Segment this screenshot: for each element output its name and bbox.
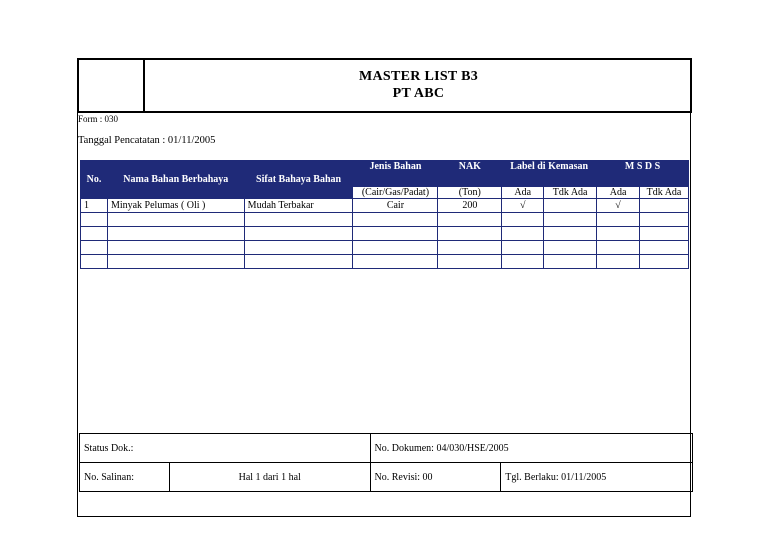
col-sub-type: (Cair/Gas/Padat)	[353, 187, 438, 199]
table-row	[81, 255, 689, 269]
cell-msds-no	[640, 255, 689, 269]
footer-effective-date: Tgl. Berlaku: 01/11/2005	[501, 463, 693, 492]
cell-label-yes	[502, 227, 544, 241]
cell-msds-yes	[597, 213, 640, 227]
cell-name	[107, 227, 244, 241]
col-header-hazard: Sifat Bahaya Bahan	[244, 161, 353, 199]
cell-no	[81, 255, 108, 269]
footer-status: Status Dok.:	[80, 434, 371, 463]
cell-no	[81, 213, 108, 227]
materials-table	[80, 160, 689, 269]
cell-msds-no	[640, 199, 689, 213]
cell-type	[353, 255, 438, 269]
cell-msds-no	[640, 213, 689, 227]
cell-msds-yes	[597, 241, 640, 255]
cell-msds-yes: √	[597, 199, 640, 213]
table-row	[81, 227, 689, 241]
cell-hazard: Mudah Terbakar	[244, 199, 353, 213]
footer-doc-number: No. Dokumen: 04/030/HSE/2005	[370, 434, 693, 463]
footer-page: Hal 1 dari 1 hal	[169, 463, 370, 492]
cell-no: 1	[81, 199, 108, 213]
table-row	[81, 241, 689, 255]
cell-name	[107, 255, 244, 269]
cell-name: Minyak Pelumas ( Oli )	[107, 199, 244, 213]
cell-label-yes	[502, 213, 544, 227]
cell-label-no	[544, 199, 597, 213]
col-header-label: Label di Kemasan	[502, 161, 597, 187]
col-sub-msds-no: Tdk Ada	[640, 187, 689, 199]
cell-label-no	[544, 255, 597, 269]
col-sub-label-no: Tdk Ada	[544, 187, 597, 199]
cell-nak	[438, 213, 502, 227]
table-row	[81, 199, 689, 213]
cell-msds-no	[640, 241, 689, 255]
col-header-type: Jenis Bahan	[353, 161, 438, 187]
cell-nak	[438, 227, 502, 241]
cell-msds-no	[640, 227, 689, 241]
cell-nak	[438, 255, 502, 269]
cell-hazard	[244, 213, 353, 227]
col-sub-msds-yes: Ada	[597, 187, 640, 199]
col-header-msds: M S D S	[597, 161, 689, 187]
table-row	[81, 213, 689, 227]
col-sub-label-yes: Ada	[502, 187, 544, 199]
document-footer	[79, 433, 693, 492]
col-header-no: No.	[81, 161, 108, 199]
cell-no	[81, 241, 108, 255]
cell-label-yes	[502, 241, 544, 255]
title-line-2: PT ABC	[392, 86, 445, 101]
cell-label-yes: √	[502, 199, 544, 213]
cell-label-no	[544, 241, 597, 255]
cell-nak	[438, 241, 502, 255]
title-line-1: MASTER LIST B3	[358, 69, 479, 84]
cell-hazard	[244, 227, 353, 241]
document-title	[147, 68, 690, 102]
cell-msds-yes	[597, 227, 640, 241]
record-date: Tanggal Pencatatan : 01/11/2005	[78, 135, 216, 146]
cell-type	[353, 213, 438, 227]
col-header-nak: NAK	[438, 161, 502, 187]
cell-name	[107, 213, 244, 227]
cell-no	[81, 227, 108, 241]
cell-nak: 200	[438, 199, 502, 213]
cell-label-no	[544, 213, 597, 227]
cell-label-no	[544, 227, 597, 241]
cell-type	[353, 227, 438, 241]
document-header	[77, 58, 692, 113]
cell-type: Cair	[353, 199, 438, 213]
form-number: Form : 030	[78, 114, 119, 124]
logo-placeholder	[79, 60, 145, 111]
col-header-name: Nama Bahan Berbahaya	[107, 161, 244, 199]
cell-hazard	[244, 255, 353, 269]
cell-hazard	[244, 241, 353, 255]
footer-revision: No. Revisi: 00	[370, 463, 501, 492]
col-sub-nak: (Ton)	[438, 187, 502, 199]
cell-type	[353, 241, 438, 255]
cell-name	[107, 241, 244, 255]
footer-copy-number: No. Salinan:	[80, 463, 170, 492]
cell-label-yes	[502, 255, 544, 269]
cell-msds-yes	[597, 255, 640, 269]
